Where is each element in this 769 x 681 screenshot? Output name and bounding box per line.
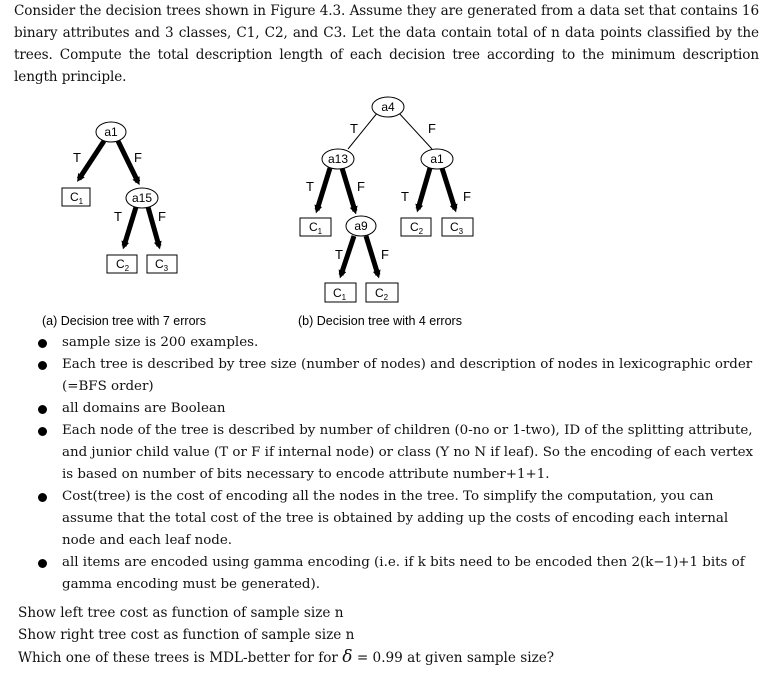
leaf-b-c1-lower-label: $C_1$: [333, 286, 347, 302]
leaf-c3-label: $C_3$: [155, 257, 169, 273]
label-a9-f: F: [381, 247, 389, 262]
edge-a1-c3: [442, 168, 455, 209]
leaf-b-c1-label: $C_1$: [309, 220, 323, 236]
list-item: all items are encoded using gamma encoding (i.e. if k bits need to be encoded then 2(k−1)+1 bits of gamma encoding must be generated).: [38, 552, 758, 596]
label-a4-t: T: [350, 121, 358, 136]
node-a15-label: a15: [131, 191, 153, 205]
label-a13-t: T: [306, 179, 314, 194]
list-item: sample size is 200 examples.: [38, 332, 758, 354]
tree-b: [298, 97, 473, 328]
bullet-icon: [38, 493, 47, 502]
label-a1-right-t: T: [401, 189, 409, 204]
label-a1-t: T: [73, 150, 81, 165]
node-a13-label: a13: [327, 152, 349, 166]
leaf-b-c2-label: $C_2$: [410, 220, 424, 236]
edge-a15-c2: [124, 207, 136, 246]
bullet-icon: [38, 405, 47, 414]
edge-a9-c2: [366, 236, 378, 275]
node-a9-label: a9: [354, 219, 368, 233]
label-a1-f: F: [134, 150, 142, 165]
label-a15-t: T: [114, 209, 122, 224]
intro-text: Consider the decision trees shown in Figure 4.3. Assume they are generated from a data set that contains 16 binary attributes and 3 classes, C1, C2, and C3. Let the data contain total of n data points classified by the trees. Compute the total description length of each decision tree according to the minimum description length principle.: [14, 3, 759, 85]
assumption-list: [38, 332, 758, 596]
leaf-c1-label: $C_1$: [70, 190, 84, 206]
leaf-b-c2-lower-label: $C_2$: [375, 286, 389, 302]
delta-symbol: δ: [342, 647, 353, 667]
question-right-tree: Show right tree cost as function of sample size n: [18, 627, 355, 643]
bullet-icon: [38, 559, 47, 568]
edge-a13-c1: [317, 168, 330, 210]
edge-a1-c2: [418, 168, 430, 209]
tree-a: [42, 122, 206, 328]
caption-tree-b: (b) Decision tree with 4 errors: [298, 314, 462, 328]
list-item: Cost(tree) is the cost of encoding all the nodes in the tree. To simplify the computation, you can assume that the total cost of the tree is obtained by adding up the costs of encoding each internal node and each leaf node.: [38, 486, 758, 552]
caption-tree-a: (a) Decision tree with 7 errors: [42, 314, 206, 328]
bullet-icon: [38, 427, 47, 436]
list-item: Each node of the tree is described by number of children (0-no or 1-two), ID of the splitting attribute, and junior child value (T or F if internal node) or class (Y no N if leaf). So the encoding of each vertex is based on number of bits necessary to encode attribute number+1+1.: [38, 420, 758, 486]
leaf-c2-label: $C_2$: [116, 257, 130, 273]
bullet-icon: [38, 361, 47, 370]
bullet-icon: [38, 339, 47, 348]
edge-a1-c1: [79, 141, 104, 179]
node-a1-label: a1: [104, 125, 118, 139]
node-a4-label: a4: [381, 100, 395, 114]
list-item: all domains are Boolean: [38, 398, 758, 420]
list-item: Each tree is described by tree size (number of nodes) and description of nodes in lexicographic order (=BFS order): [38, 354, 758, 398]
label-a9-t: T: [335, 247, 343, 262]
decision-trees-figure: [0, 95, 769, 335]
label-a1-right-f: F: [463, 189, 471, 204]
edge-a4-a1: [398, 112, 432, 149]
question-mdl-better: Which one of these trees is MDL-better for for δ = 0.99 at given sample size?: [18, 647, 555, 667]
node-a1-right-label: a1: [430, 152, 444, 166]
question-left-tree: Show left tree cost as function of sample size n: [18, 605, 344, 621]
edge-a13-a9: [342, 168, 355, 211]
label-a15-f: F: [158, 209, 166, 224]
leaf-b-c3-label: $C_3$: [450, 220, 464, 236]
problem-statement: [14, 0, 759, 88]
label-a4-f: F: [428, 121, 436, 136]
label-a13-f: F: [357, 179, 365, 194]
questions: [18, 602, 758, 669]
